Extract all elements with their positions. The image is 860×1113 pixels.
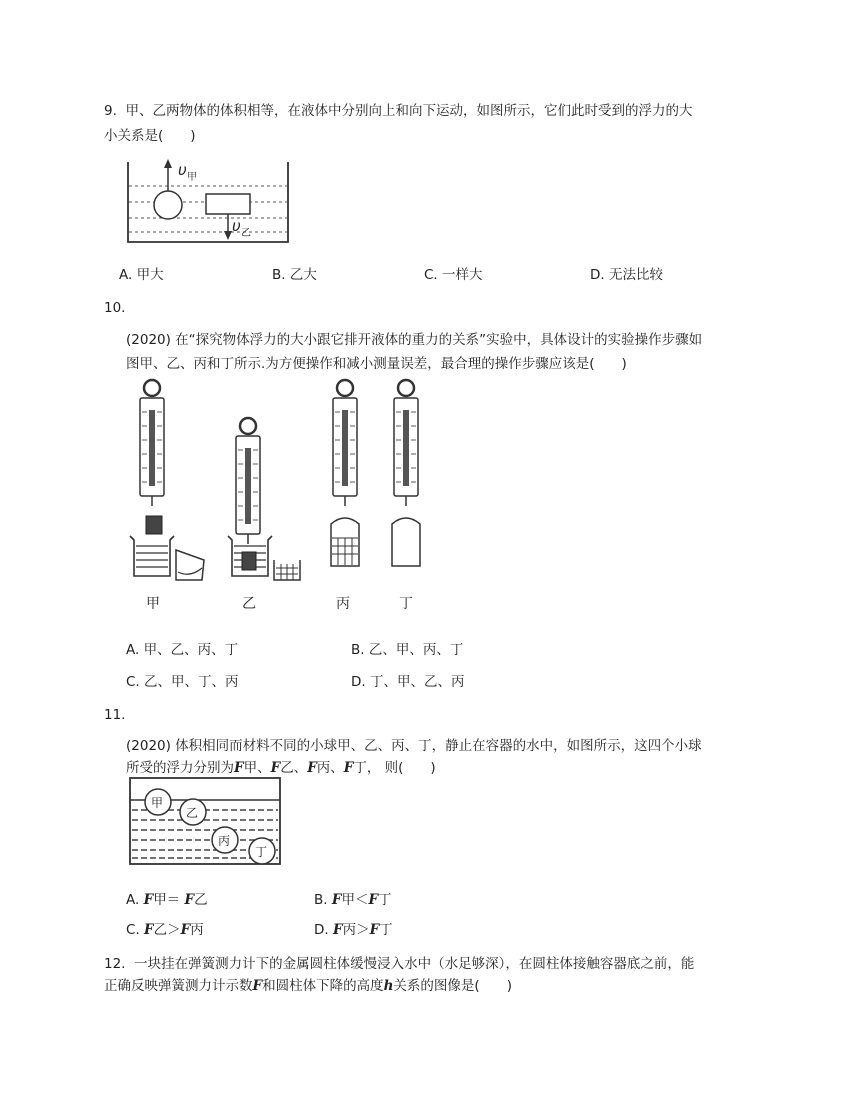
q11-ball-label-jia: 甲 (151, 796, 164, 810)
q12-text-line2 (104, 976, 512, 996)
q11-c-F2: F (180, 922, 191, 938)
q11-F1: F (234, 760, 244, 776)
q10-option-d[interactable]: D. 丁、甲、乙、丙 (351, 674, 465, 690)
q12-stem-1: 一块挂在弹簧测力计下的金属圆柱体缓慢浸入水中（水足够深），在圆柱体接触容器底之前，能 (134, 956, 695, 972)
q11-stem-1: (2020) 体积相同而材料不同的小球甲、乙、丙、丁，静止在容器的水中，如图所示，这四个小球 (126, 738, 702, 754)
q11-b-s1: 甲＜ (341, 892, 369, 908)
q11-figure (128, 776, 288, 868)
q11-d-F2: F (369, 922, 380, 938)
q12-stem-2-post: 关系的图像是( ) (393, 978, 512, 994)
q10-setup-bing (333, 380, 357, 506)
q9-v-down: υ (232, 217, 241, 235)
q11-ball-label-yi: 乙 (186, 806, 199, 820)
q11-b-label: B. (314, 892, 328, 908)
q9-text-line1 (104, 101, 692, 121)
q10-option-c[interactable]: C. 乙、甲、丁、丙 (126, 674, 239, 690)
q11-s2: 乙、 (280, 760, 308, 776)
q10-stem-1: (2020) 在“探究物体浮力的大小跟它排开液体的重力的关系”实验中，具体设计的实验操作步骤如 (126, 332, 703, 348)
q11-d-s1: 丙＞ (342, 922, 370, 938)
q10-cup-jia (176, 550, 204, 580)
q11-stem-2 (126, 758, 436, 778)
q11-s4: 丁， 则( ) (353, 760, 436, 776)
q11-d-F1: F (332, 922, 343, 938)
q11-c-F1: F (144, 922, 154, 938)
q11-option-b[interactable] (314, 890, 392, 910)
q10-block-yi (242, 552, 256, 570)
q9-option-a[interactable]: A. 甲大 (119, 267, 164, 283)
q11-F4: F (343, 760, 354, 776)
q9-v-down-sub: 乙 (241, 228, 251, 239)
q10-setup-ding (394, 380, 418, 506)
q10-figure (124, 374, 444, 614)
q10-option-a[interactable]: A. 甲、乙、丙、丁 (126, 642, 239, 658)
q12-stem-2-pre: 正确反映弹簧测力计示数 (104, 978, 253, 994)
q11-a-s2: 乙 (194, 892, 208, 908)
q10-label-bing: 丙 (336, 596, 350, 612)
q10-option-b[interactable]: B. 乙、甲、丙、丁 (351, 642, 464, 658)
q11-b-F2: F (368, 892, 379, 908)
q9-block-yi (206, 194, 250, 214)
q10-label-yi: 乙 (242, 596, 256, 612)
q10-stem-2: 图甲、乙、丙和丁所示.为方便操作和减小测量误差，最合理的操作步骤应该是( ) (126, 356, 627, 372)
q12-F: F (252, 978, 263, 994)
q9-ball-jia (154, 191, 182, 219)
q10-label-ding: 丁 (399, 596, 413, 612)
q11-b-F1: F (331, 892, 342, 908)
q11-b-s2: 丁 (378, 892, 392, 908)
q11-F3: F (307, 760, 317, 776)
q9-v-up: υ (178, 161, 187, 179)
q11-F2: F (270, 760, 281, 776)
q9-option-c[interactable]: C. 一样大 (424, 267, 483, 283)
q9-figure (124, 158, 294, 248)
q12-number: 12. (104, 956, 126, 972)
q10-label-jia: 甲 (146, 596, 160, 612)
q11-d-s2: 丁 (379, 922, 393, 938)
q11-c-label: C. (126, 922, 140, 938)
q12-text-line1 (104, 954, 694, 974)
q11-s1: 甲、 (243, 760, 271, 776)
q12-stem-2-mid: 和圆柱体下降的高度 (262, 978, 384, 994)
q9-option-d[interactable]: D. 无法比较 (590, 267, 663, 283)
q11-ball-label-ding: 丁 (255, 845, 268, 859)
q11-a-F2: F (184, 892, 195, 908)
q10-setup-jia (140, 380, 164, 506)
q10-number: 10. (104, 300, 126, 316)
q11-option-a[interactable] (126, 890, 208, 910)
q9-number: 9. (104, 103, 117, 119)
q9-v-up-sub: 甲 (187, 172, 197, 183)
q11-s3: 丙、 (316, 760, 344, 776)
q10-setup-yi (236, 418, 260, 544)
q12-h: h (383, 978, 394, 994)
q9-stem-1: 甲、乙两物体的体积相等，在液体中分别向上和向下运动，如图所示，它们此时受到的浮力的大 (125, 103, 693, 119)
q11-c-s2: 丙 (190, 922, 204, 938)
q10-block-jia (146, 516, 162, 534)
q11-a-F1: F (143, 892, 154, 908)
q11-a-s1: 甲＝ (153, 892, 181, 908)
q11-stem-2-pre: 所受的浮力分别为 (126, 760, 234, 776)
q11-number: 11. (104, 707, 126, 723)
q9-text-line2: 小关系是( ) (104, 128, 196, 144)
q11-a-label: A. (126, 892, 140, 908)
q11-option-d[interactable] (314, 920, 393, 940)
q11-c-s1: 乙＞ (153, 922, 181, 938)
q11-option-c[interactable] (126, 920, 204, 940)
q9-option-b[interactable]: B. 乙大 (272, 267, 317, 283)
q11-ball-label-bing: 丙 (218, 834, 231, 848)
q11-d-label: D. (314, 922, 329, 938)
q10-cup-ding (392, 518, 420, 566)
